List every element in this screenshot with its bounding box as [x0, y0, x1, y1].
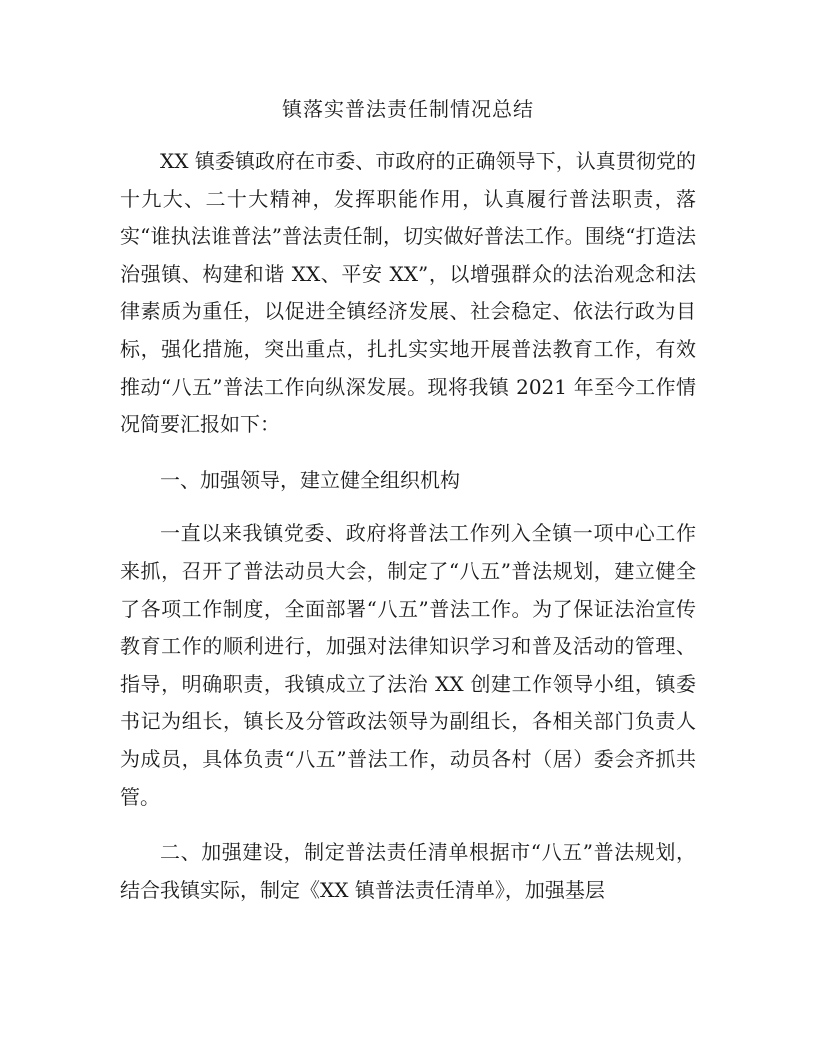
paragraph-section-1: 一直以来我镇党委、政府将普法工作列入全镇一项中心工作来抓，召开了普法动员大会，制定了“八五”普法规划，建立健全了各项工作制度，全面部署“八五”普法工作。为了保证法治宣传教育工作的顺利进行，加强对法律知识学习和普及活动的管理、指导，明确职责，我镇成立了法治 XX 创建工作领导小组，镇委书记为组长，镇长及分管政法领导为副组长，各相关部门负责人为成员，具体负责“八五”普法工作，动员各村（居）委会齐抓共管。 — [120, 521, 696, 809]
section-heading-1: 一、加强领导，建立健全组织机构 — [160, 467, 460, 492]
document-title: 镇落实普法责任制情况总结 — [282, 97, 534, 121]
paragraph-intro: XX 镇委镇政府在市委、市政府的正确领导下，认真贯彻党的十九大、二十大精神，发挥职能作用，认真履行普法职责，落实“谁执法谁普法”普法责任制，切实做好普法工作。围绕“打造法治强镇、构建和谐 XX、平安 XX”，以增强群众的法治观念和法律素质为重任，以促进全镇经济发展、社会稳定、依法行政为目标，强化措施，突出重点，扎扎实实地开展普法教育工作，有效推动“八五”普法工作向纵深发展。现将我镇 2021 年至今工作情况简要汇报如下： — [120, 149, 696, 437]
document-body — [120, 143, 696, 927]
paragraph-section-2: 二、加强建设，制定普法责任清单根据市“八五”普法规划，结合我镇实际，制定《XX 镇普法责任清单》，加强基层 — [120, 840, 696, 902]
